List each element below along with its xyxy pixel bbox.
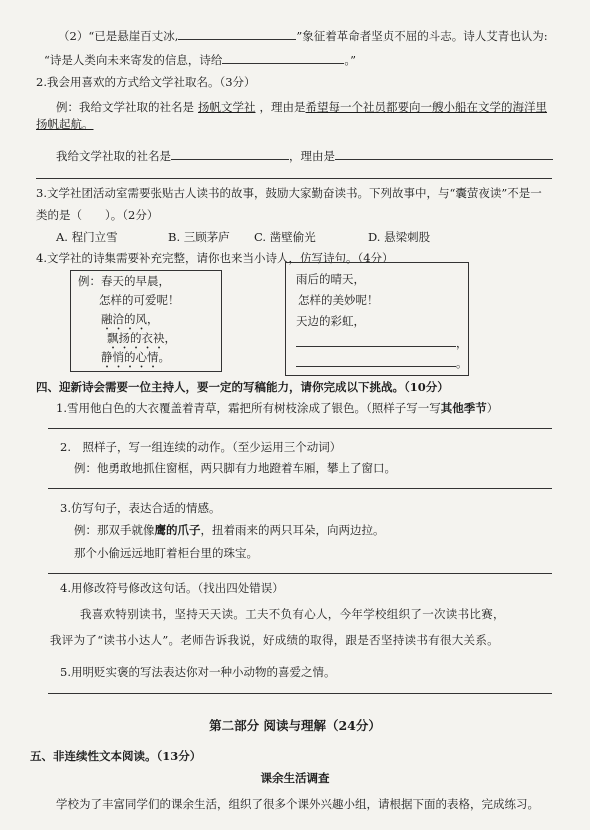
q4-left-line-3: 融洽的风， <box>101 312 159 326</box>
q2-example-reason: 希望每一个社员都要向一艘小船在文学的海洋里 <box>305 100 547 114</box>
q4-right-line-4 <box>296 335 468 351</box>
q4-right-line-1: 雨后的晴天， <box>296 272 365 286</box>
q3-option-a[interactable]: A. 程门立雪 <box>56 230 118 244</box>
s4-q3-example <box>74 522 385 538</box>
q4-left-line-1: 例：春天的早晨， <box>78 274 170 288</box>
q3-option-b[interactable]: B. 三顾茅庐 <box>168 230 230 244</box>
s4-q3-example-bold: 鹰的爪子 <box>154 523 201 537</box>
q2-reason-line-2[interactable] <box>36 178 552 179</box>
q2-example-reason-end: 扬帆起航。 <box>36 117 94 131</box>
q2-answer-mid: ，理由是 <box>289 149 335 163</box>
s4-q1-bold: 其他季节 <box>440 401 487 415</box>
s4-q1-close: ） <box>486 401 499 415</box>
q3-option-c[interactable]: C. 凿壁偷光 <box>254 230 316 244</box>
q1-2-text-c: “诗是人类向未来寄发的信息，诗给 <box>44 53 223 67</box>
section-4-title: 四、迎新诗会需要一位主持人，要一定的写稿能力，请你完成以下挑战。（10分） <box>36 380 449 394</box>
s4-q3-sentence: 那个小偷远远地盯着柜台里的珠宝。 <box>74 546 258 560</box>
s4-q1 <box>56 400 498 416</box>
q4-right-punct-1: ， <box>456 336 468 350</box>
q4-right-line-3: 天边的彩虹， <box>296 314 365 328</box>
q4-blank-2[interactable] <box>296 355 456 367</box>
q2-example-name: 扬帆文学社 <box>198 100 256 114</box>
q4-answer-poem-box <box>285 262 469 376</box>
s4-q3-answer-line[interactable] <box>48 573 552 574</box>
survey-intro: 学校为了丰富同学们的课余生活，组织了很多个课外兴趣小组，请根据下面的表格，完成练习。 <box>56 797 539 811</box>
q2-answer-prefix: 我给文学社取的社名是 <box>56 149 171 163</box>
q2-name-blank[interactable] <box>171 148 289 160</box>
q1-2-blank-1[interactable] <box>178 28 296 40</box>
q4-right-punct-2: 。 <box>456 356 468 370</box>
q1-2-text-d: 。” <box>344 53 357 67</box>
q3-option-d[interactable]: D. 悬梁刺股 <box>368 230 431 244</box>
q4-left-line-5: 静悄的心情。 <box>101 350 170 364</box>
q2-reason-blank[interactable] <box>335 148 553 160</box>
q2-example-mid: ，理由是 <box>259 100 306 114</box>
q3-stem-line1: 3.文学社团活动室需要张贴古人读书的故事，鼓励大家勤奋读书。下列故事中，与“囊萤夜读”不是一 <box>36 186 542 200</box>
s4-q3-example-a: 例：那双手就像 <box>74 523 155 537</box>
q4-left-line-2: 怎样的可爱呢！ <box>99 293 180 307</box>
s4-q3-example-c: ，扭着雨来的两只耳朵，向两边拉。 <box>200 523 385 537</box>
s4-q2: 2. 照样子，写一组连续的动作。（至少运用三个动词） <box>60 440 342 454</box>
q1-2-text-b: ”象征着革命者坚贞不屈的斗志。诗人艾青也认为: <box>296 29 548 43</box>
q4-right-line-2: 怎样的美妙呢！ <box>298 293 379 307</box>
s4-q2-example: 例：他勇敢地抓住窗框，两只脚有力地蹬着车厢，攀上了窗口。 <box>74 461 396 475</box>
q3-stem-line2: 类的是（ ）。（2分） <box>36 208 159 222</box>
q1-2-blank-2[interactable] <box>222 52 344 64</box>
q2-example-line <box>56 99 547 115</box>
q4-left-line-4: 飘扬的衣袂， <box>107 331 176 345</box>
section-5-title: 五、非连续性文本阅读。（13分） <box>30 749 202 763</box>
q2-example-prefix: 例：我给文学社取的社名是 <box>56 100 194 114</box>
s4-q5: 5.用明贬实褒的写法表达你对一种小动物的喜爱之情。 <box>60 665 336 679</box>
s4-q1-answer-line[interactable] <box>48 428 552 429</box>
q2-answer-line <box>56 148 553 164</box>
q4-blank-1[interactable] <box>296 335 456 347</box>
q4-example-poem-box <box>70 270 222 372</box>
q1-2-line1 <box>58 28 548 44</box>
s4-q1-text: 1.雪用他白色的大衣覆盖着青草，霜把所有树枝涂成了银色。（照样子写一写 <box>56 401 441 415</box>
q1-2-text-a: （2）“已是悬崖百丈冰, <box>58 29 179 43</box>
q1-2-line2 <box>44 52 356 68</box>
s4-q4-text-line2[interactable]: 我评为了“读书小达人”。老师告诉我说，好成绩的取得，跟是否坚持读书有很大关系。 <box>50 633 499 647</box>
q2-title: 2.我会用喜欢的方式给文学社取名。（3分） <box>36 75 256 89</box>
q4-title: 4.文学社的诗集需要补充完整，请你也来当小诗人，仿写诗句。（4分） <box>36 251 394 265</box>
s4-q5-answer-line[interactable] <box>48 693 552 694</box>
s4-q2-answer-line[interactable] <box>48 488 552 489</box>
survey-subtitle: 课余生活调查 <box>260 771 330 785</box>
s4-q4-text-line1[interactable]: 我喜欢特别读书，坚持天天读。工夫不负有心人，今年学校组织了一次读书比赛， <box>80 607 505 621</box>
s4-q3: 3.仿写句子，表达合适的情感。 <box>60 501 221 515</box>
q4-right-line-5 <box>296 355 468 371</box>
part-2-title: 第二部分 阅读与理解（24分） <box>209 718 381 733</box>
s4-q4: 4.用修改符号修改这句话。（找出四处错误） <box>60 581 284 595</box>
